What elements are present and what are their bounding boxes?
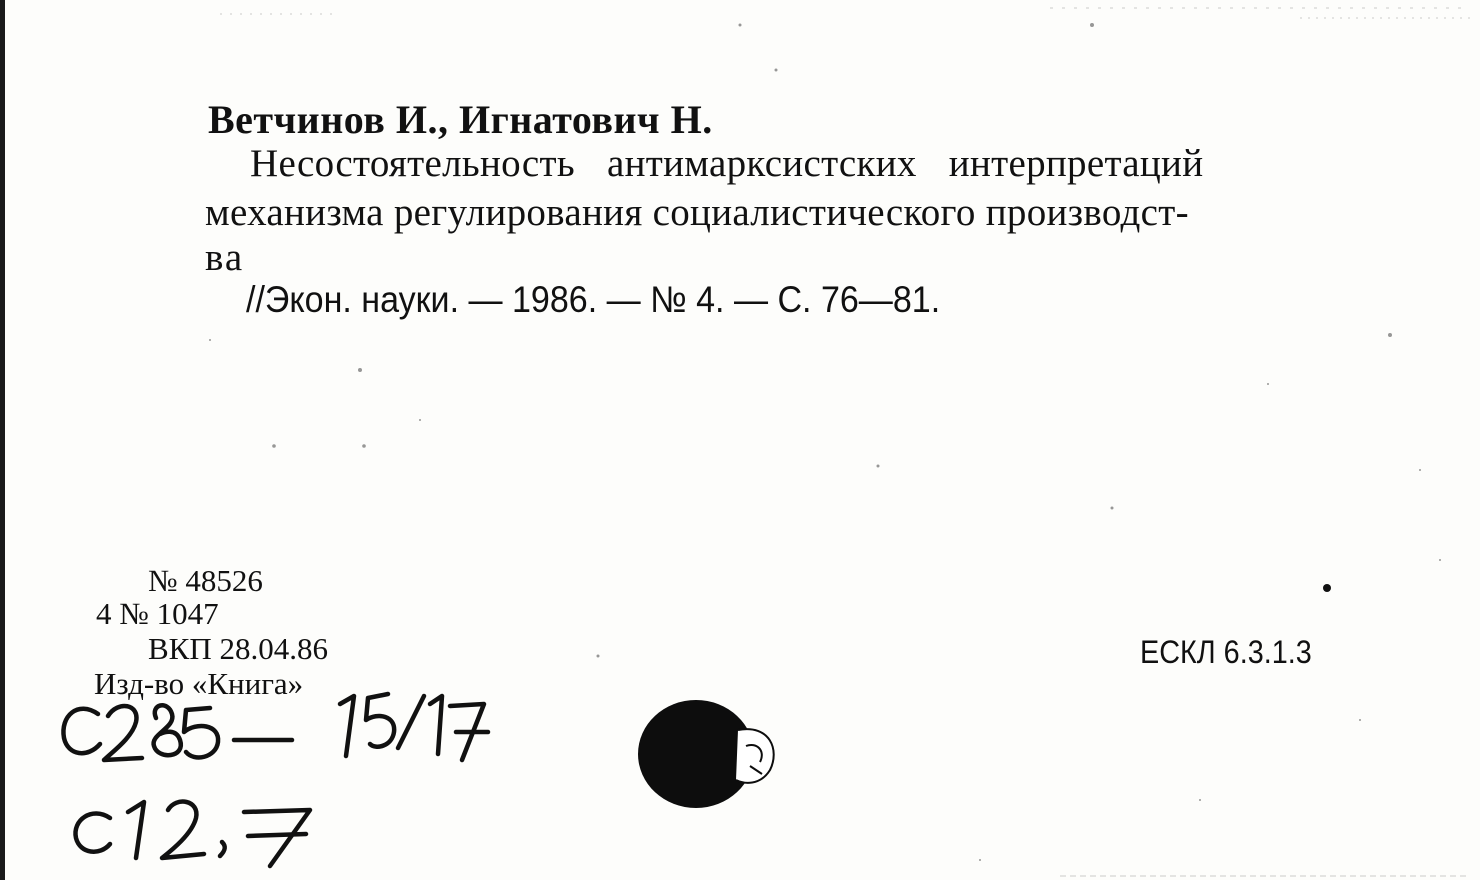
card-publisher: Изд-во «Книга» bbox=[94, 666, 304, 701]
card-registration-date: ВКП 28.04.86 bbox=[148, 631, 328, 666]
card-source: //Экон. науки. — 1986. — № 4. — С. 76—81. bbox=[246, 279, 941, 320]
handwritten-note-call-number bbox=[63, 694, 488, 760]
card-record-number: № 48526 bbox=[148, 563, 263, 598]
card-title-line-3: ва bbox=[205, 236, 245, 279]
card-authors: Ветчинов И., Игнатович Н. bbox=[208, 97, 713, 142]
card-title-line-1: Несостоятельность антимарксистских интерпретаций bbox=[250, 142, 1204, 185]
card-title-line-2: механизма регулирования социалистического производст- bbox=[205, 191, 1189, 234]
card-order-number: 4 № 1047 bbox=[96, 596, 219, 631]
punched-hole bbox=[600, 690, 790, 810]
card-classification-code: ЕСКЛ 6.3.1.3 bbox=[1140, 634, 1312, 670]
handwritten-note-shelf-number bbox=[75, 802, 310, 866]
